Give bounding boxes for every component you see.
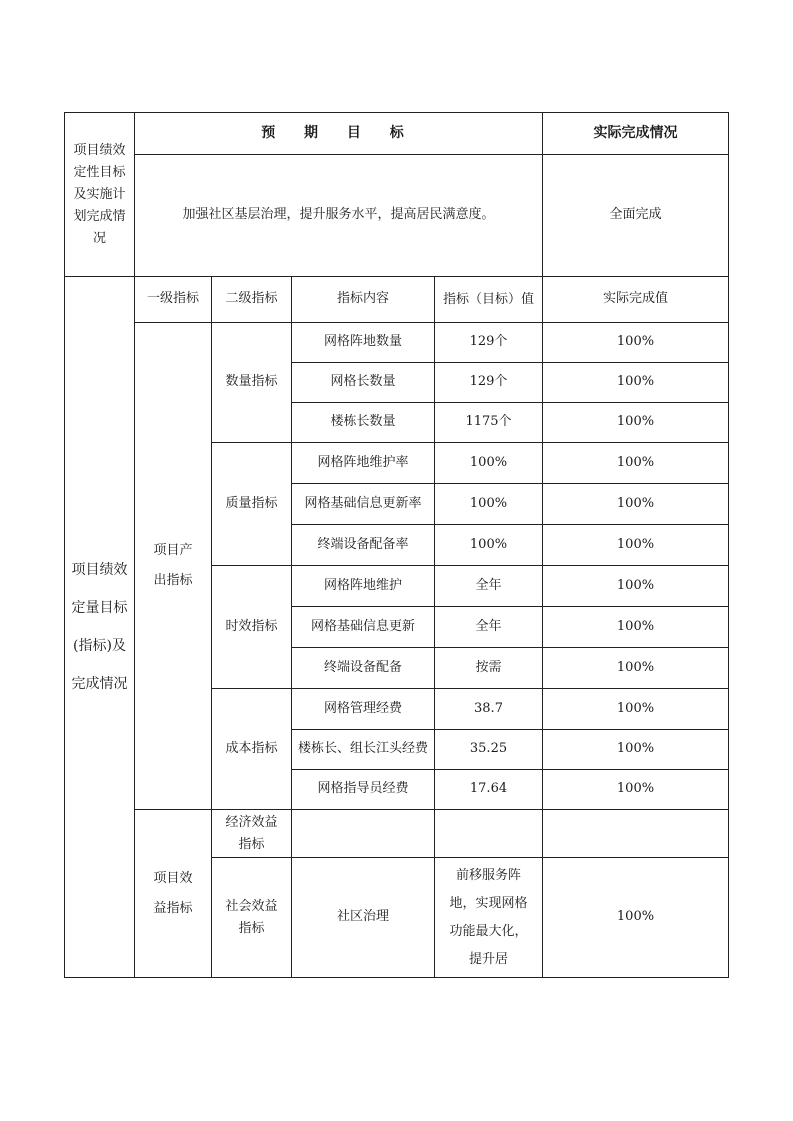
row-target: 17.64 xyxy=(435,770,543,810)
row-target: 38.7 xyxy=(435,689,543,730)
qualitative-goal-text: 加强社区基层治理，提升服务水平，提高居民满意度。 xyxy=(182,207,495,223)
quantity-label-cell xyxy=(212,323,292,443)
row-target: 按需 xyxy=(435,648,543,689)
row-actual: 100% xyxy=(543,363,729,403)
row-content: 网格基础信息更新 xyxy=(292,607,435,648)
qualitative-goal-cell xyxy=(135,155,543,277)
expected-goal-header xyxy=(135,113,543,155)
section1-label: 项目绩效定性目标及实施计划完成情况 xyxy=(73,142,126,246)
qualitative-completion-text: 全面完成 xyxy=(609,207,662,223)
row-target: 1175个 xyxy=(435,403,543,443)
row-content: 社区治理 xyxy=(292,858,435,978)
row-target: 全年 xyxy=(435,566,543,607)
social-label: 社会效益指标 xyxy=(225,898,278,936)
performance-table xyxy=(64,112,729,978)
benefit-label-cell xyxy=(135,810,212,978)
col-level1-label: 一级指标 xyxy=(146,291,199,307)
output-label: 项目产出指标 xyxy=(153,543,193,588)
section2-label: 项目绩效定量目标(指标)及完成情况 xyxy=(71,562,128,692)
timeliness-label-cell xyxy=(212,566,292,689)
actual-completion-header xyxy=(543,113,729,155)
row-actual: 100% xyxy=(543,770,729,810)
row-target: 100% xyxy=(435,484,543,525)
row-actual: 100% xyxy=(543,525,729,566)
col-header-level2 xyxy=(212,277,292,323)
social-target-cell xyxy=(435,858,543,978)
table-row xyxy=(65,810,729,858)
section1-label-cell xyxy=(65,113,135,277)
row-target: 100% xyxy=(435,525,543,566)
row-actual: 100% xyxy=(543,858,729,978)
row-target: 35.25 xyxy=(435,730,543,770)
timeliness-label: 时效指标 xyxy=(225,618,278,634)
cost-label: 成本指标 xyxy=(225,740,278,756)
row-actual: 100% xyxy=(543,689,729,730)
col-header-content xyxy=(292,277,435,323)
row-content: 楼栋长数量 xyxy=(292,403,435,443)
row-target: 129个 xyxy=(435,363,543,403)
social-label-cell xyxy=(212,858,292,978)
row-content: 网格阵地维护率 xyxy=(292,443,435,484)
benefit-label: 项目效益指标 xyxy=(153,870,193,916)
row-content: 网格阵地数量 xyxy=(292,323,435,363)
row-actual: 100% xyxy=(543,323,729,363)
col-actual-label: 实际完成值 xyxy=(602,291,668,307)
row-actual: 100% xyxy=(543,648,729,689)
qualitative-completion-cell xyxy=(543,155,729,277)
quality-label: 质量指标 xyxy=(225,495,278,511)
row-content: 网格基础信息更新率 xyxy=(292,484,435,525)
economic-label: 经济效益指标 xyxy=(225,814,278,852)
quality-label-cell xyxy=(212,443,292,566)
col-header-level1 xyxy=(135,277,212,323)
row-target: 129个 xyxy=(435,323,543,363)
row-content: 终端设备配备率 xyxy=(292,525,435,566)
col-content-label: 指标内容 xyxy=(336,291,389,307)
cost-label-cell xyxy=(212,689,292,810)
economic-actual-cell xyxy=(543,810,729,858)
row-content: 网格管理经费 xyxy=(292,689,435,730)
economic-content-cell xyxy=(292,810,435,858)
row-actual: 100% xyxy=(543,443,729,484)
economic-label-cell xyxy=(212,810,292,858)
row-actual: 100% xyxy=(543,484,729,525)
row-actual: 100% xyxy=(543,566,729,607)
row-target: 全年 xyxy=(435,607,543,648)
col-target-label: 指标（目标）值 xyxy=(442,291,534,307)
row-actual: 100% xyxy=(543,403,729,443)
row-content: 网格长数量 xyxy=(292,363,435,403)
section2-label-cell xyxy=(65,277,135,978)
row-target: 前移服务阵地，实现网格功能最大化，提升居 xyxy=(449,867,528,967)
row-actual: 100% xyxy=(543,607,729,648)
col-header-target xyxy=(435,277,543,323)
row-content: 终端设备配备 xyxy=(292,648,435,689)
output-label-cell xyxy=(135,323,212,810)
economic-target-cell xyxy=(435,810,543,858)
row-actual: 100% xyxy=(543,730,729,770)
row-content: 网格阵地维护 xyxy=(292,566,435,607)
row-content: 网格指导员经费 xyxy=(292,770,435,810)
row-content: 楼栋长、组长江头经费 xyxy=(292,730,435,770)
table-row xyxy=(65,323,729,363)
col-header-actual xyxy=(543,277,729,323)
row-target: 100% xyxy=(435,443,543,484)
expected-goal-label: 预 期 目 标 xyxy=(261,125,416,142)
actual-completion-label: 实际完成情况 xyxy=(593,125,678,142)
col-level2-label: 二级指标 xyxy=(225,291,278,307)
quantity-label: 数量指标 xyxy=(225,374,278,390)
